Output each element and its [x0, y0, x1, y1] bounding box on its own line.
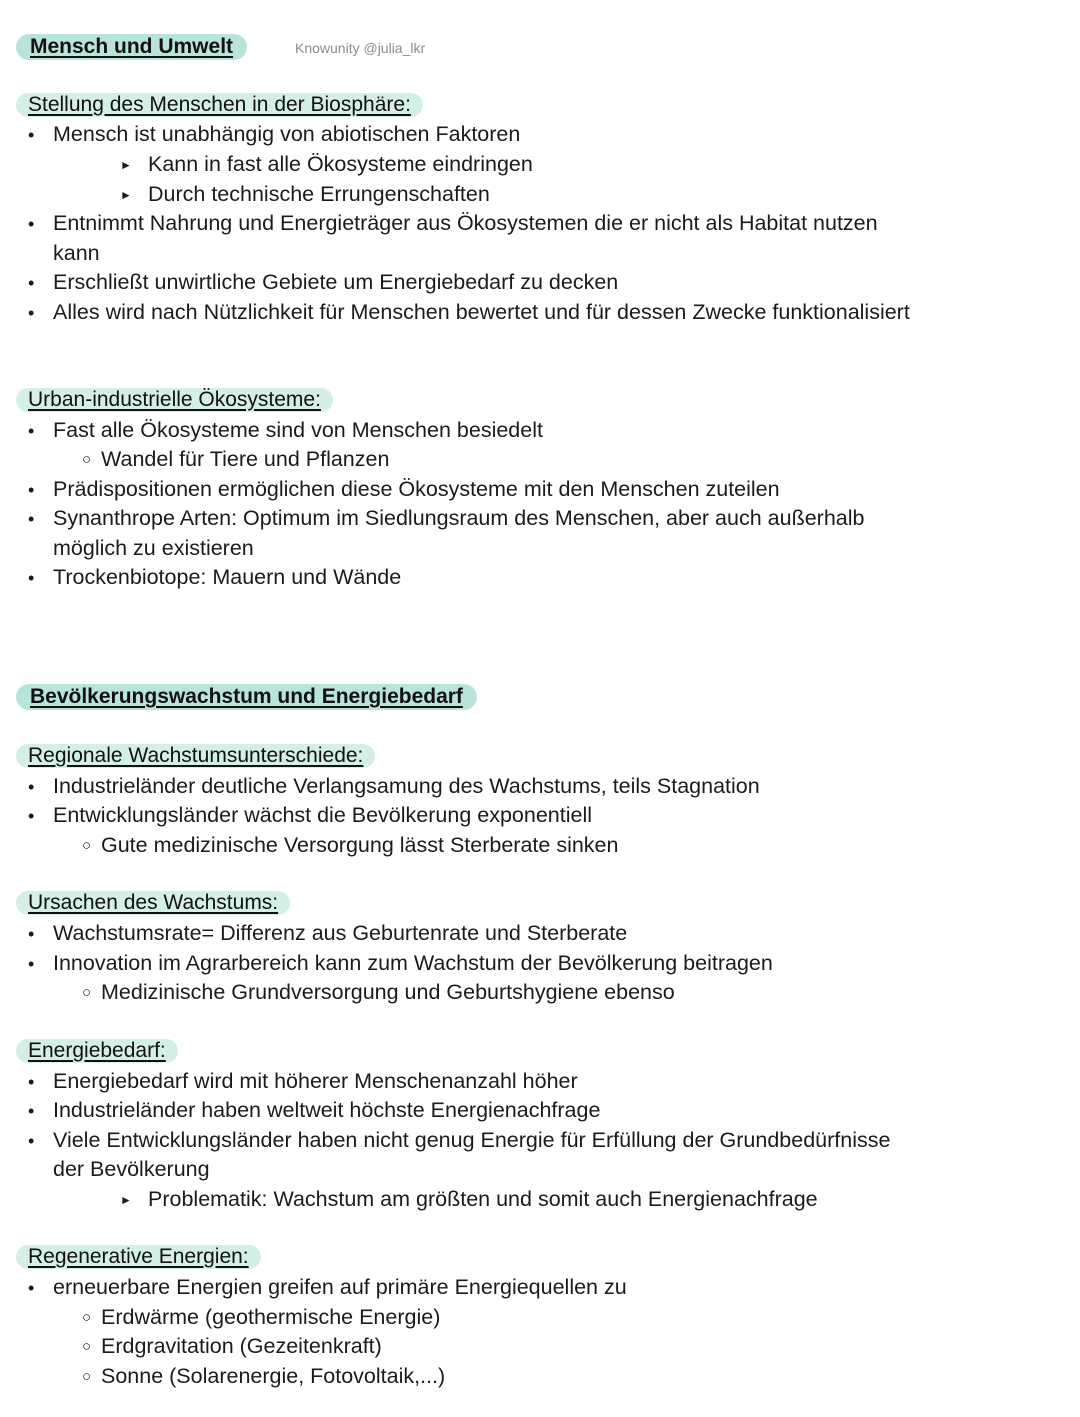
list-item: ► Problematik: Wachstum am größten und somit auch Energienachfrage — [120, 1187, 818, 1211]
list-item: ○ Medizinische Grundversorgung und Geburtshygiene ebenso — [82, 980, 675, 1004]
section-title-energiebedarf: Energiebedarf: — [16, 1039, 178, 1063]
list-item: •Industrieländer haben weltweit höchste Energienachfrage — [28, 1097, 600, 1124]
list-item: •Energiebedarf wird mit höherer Menschenanzahl höher — [28, 1068, 578, 1095]
list-item: •Entwicklungsländer wächst die Bevölkerung exponentiell — [28, 802, 592, 829]
list-item: ○ Wandel für Tiere und Pflanzen — [82, 447, 390, 471]
list-item: •Industrieländer deutliche Verlangsamung des Wachstums, teils Stagnation — [28, 773, 760, 800]
list-item: ○ Erdwärme (geothermische Energie) — [82, 1305, 441, 1329]
section-title-ursachen: Ursachen des Wachstums: — [16, 891, 290, 915]
list-item: ► Kann in fast alle Ökosysteme eindringen — [120, 152, 533, 176]
list-item: •Prädispositionen ermöglichen diese Ökosysteme mit den Menschen zuteilen — [28, 476, 780, 503]
list-item-continuation: möglich zu existieren — [53, 536, 254, 560]
watermark: Knowunity @julia_lkr — [295, 40, 426, 56]
list-item: •Entnimmt Nahrung und Energieträger aus Ökosystemen die er nicht als Habitat nutzen — [28, 210, 878, 237]
list-item-continuation: kann — [53, 241, 100, 265]
list-item: ○ Sonne (Solarenergie, Fotovoltaik,...) — [82, 1364, 446, 1388]
list-item: •Innovation im Agrarbereich kann zum Wachstum der Bevölkerung beitragen — [28, 950, 773, 977]
list-item: •Synanthrope Arten: Optimum im Siedlungsraum des Menschen, aber auch außerhalb — [28, 505, 864, 532]
section-title-biosphaere: Stellung des Menschen in der Biosphäre: — [16, 93, 423, 117]
list-item: ► Durch technische Errungenschaften — [120, 182, 490, 206]
list-item: •Mensch ist unabhängig von abiotischen Faktoren — [28, 121, 520, 148]
list-item: ○ Erdgravitation (Gezeitenkraft) — [82, 1334, 382, 1358]
list-item: •Fast alle Ökosysteme sind von Menschen besiedelt — [28, 417, 543, 444]
list-item: •Trockenbiotope: Mauern und Wände — [28, 564, 401, 591]
list-item: •Viele Entwicklungsländer haben nicht genug Energie für Erfüllung der Grundbedürfnisse — [28, 1127, 890, 1154]
list-item: •Erschließt unwirtliche Gebiete um Energiebedarf zu decken — [28, 269, 618, 296]
section-title-regenerativ: Regenerative Energien: — [16, 1245, 261, 1269]
list-item: ○ Gute medizinische Versorgung lässt Sterberate sinken — [82, 833, 619, 857]
section-title-urban: Urban-industrielle Ökosysteme: — [16, 388, 333, 412]
list-item: •Wachstumsrate= Differenz aus Geburtenrate und Sterberate — [28, 920, 627, 947]
list-item: •erneuerbare Energien greifen auf primäre Energiequellen zu — [28, 1274, 627, 1301]
list-item-continuation: der Bevölkerung — [53, 1157, 210, 1181]
main-title: Mensch und Umwelt — [16, 34, 247, 60]
section-title-regional: Regionale Wachstumsunterschiede: — [16, 744, 375, 768]
section-main-title-bevoelkerung: Bevölkerungswachstum und Energiebedarf — [16, 684, 477, 710]
list-item: •Alles wird nach Nützlichkeit für Menschen bewertet und für dessen Zwecke funktionalisiert — [28, 299, 910, 326]
